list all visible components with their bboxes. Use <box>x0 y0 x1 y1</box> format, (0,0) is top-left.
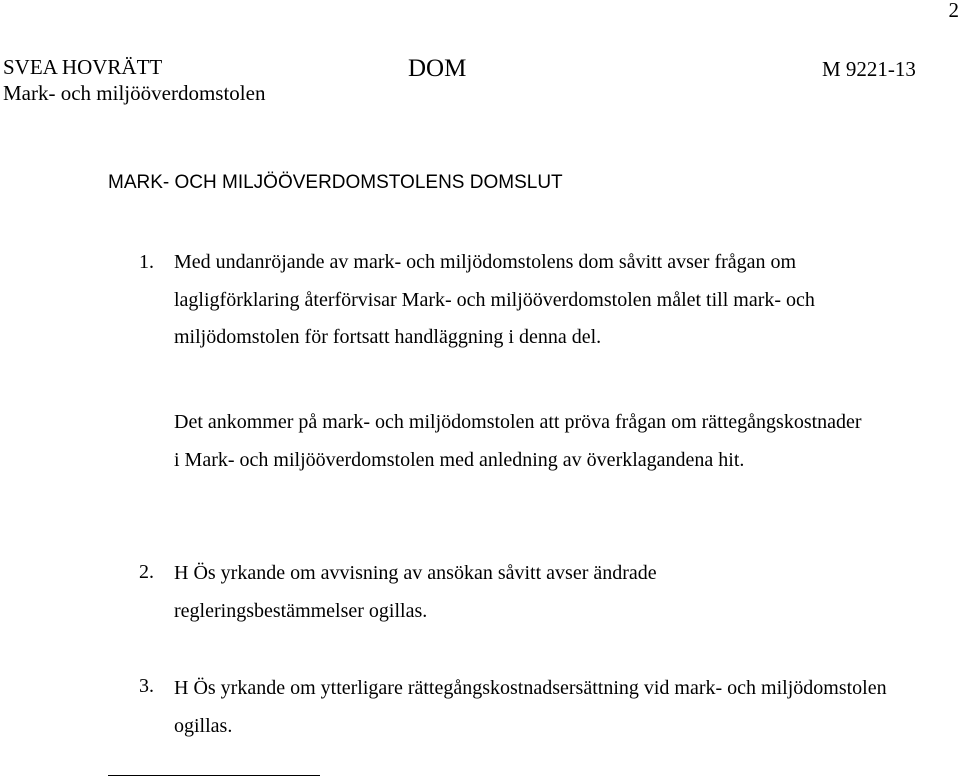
court-name: SVEA HOVRÄTT <box>3 55 163 79</box>
court-division: Mark- och miljööverdomstolen <box>3 81 266 105</box>
case-number: M 9221-13 <box>822 57 916 81</box>
ruling-number: 1. <box>139 251 154 273</box>
ruling-text: H Ös yrkande om avvisning av ansökan såvitt avser ändrade regleringsbestämmelser ogillas. <box>174 562 657 622</box>
court-header <box>3 54 265 106</box>
page-number: 2 <box>948 0 959 22</box>
ruling-number: 3. <box>139 675 154 697</box>
ruling-number: 2. <box>139 561 154 583</box>
ruling-text: Det ankommer på mark- och miljödomstolen att pröva frågan om rättegångskostnader i Mark- och miljööverdomstolen med anledning av överklagandena hit. <box>174 411 862 471</box>
ruling-text: H Ös yrkande om ytterligare rättegångskostnadsersättning vid mark- och miljödomstolen ogillas. <box>174 677 887 737</box>
document-type: DOM <box>408 55 467 82</box>
footnote-separator <box>108 775 320 776</box>
section-title: MARK- OCH MILJÖÖVERDOMSTOLENS DOMSLUT <box>108 172 563 193</box>
ruling-text: Med undanröjande av mark- och miljödomstolens dom såvitt avser frågan om lagligförklaring återförvisar Mark- och miljööverdomstolen målet till mark- och miljödomstolen för fortsatt handläggning i denna del. <box>174 251 815 348</box>
